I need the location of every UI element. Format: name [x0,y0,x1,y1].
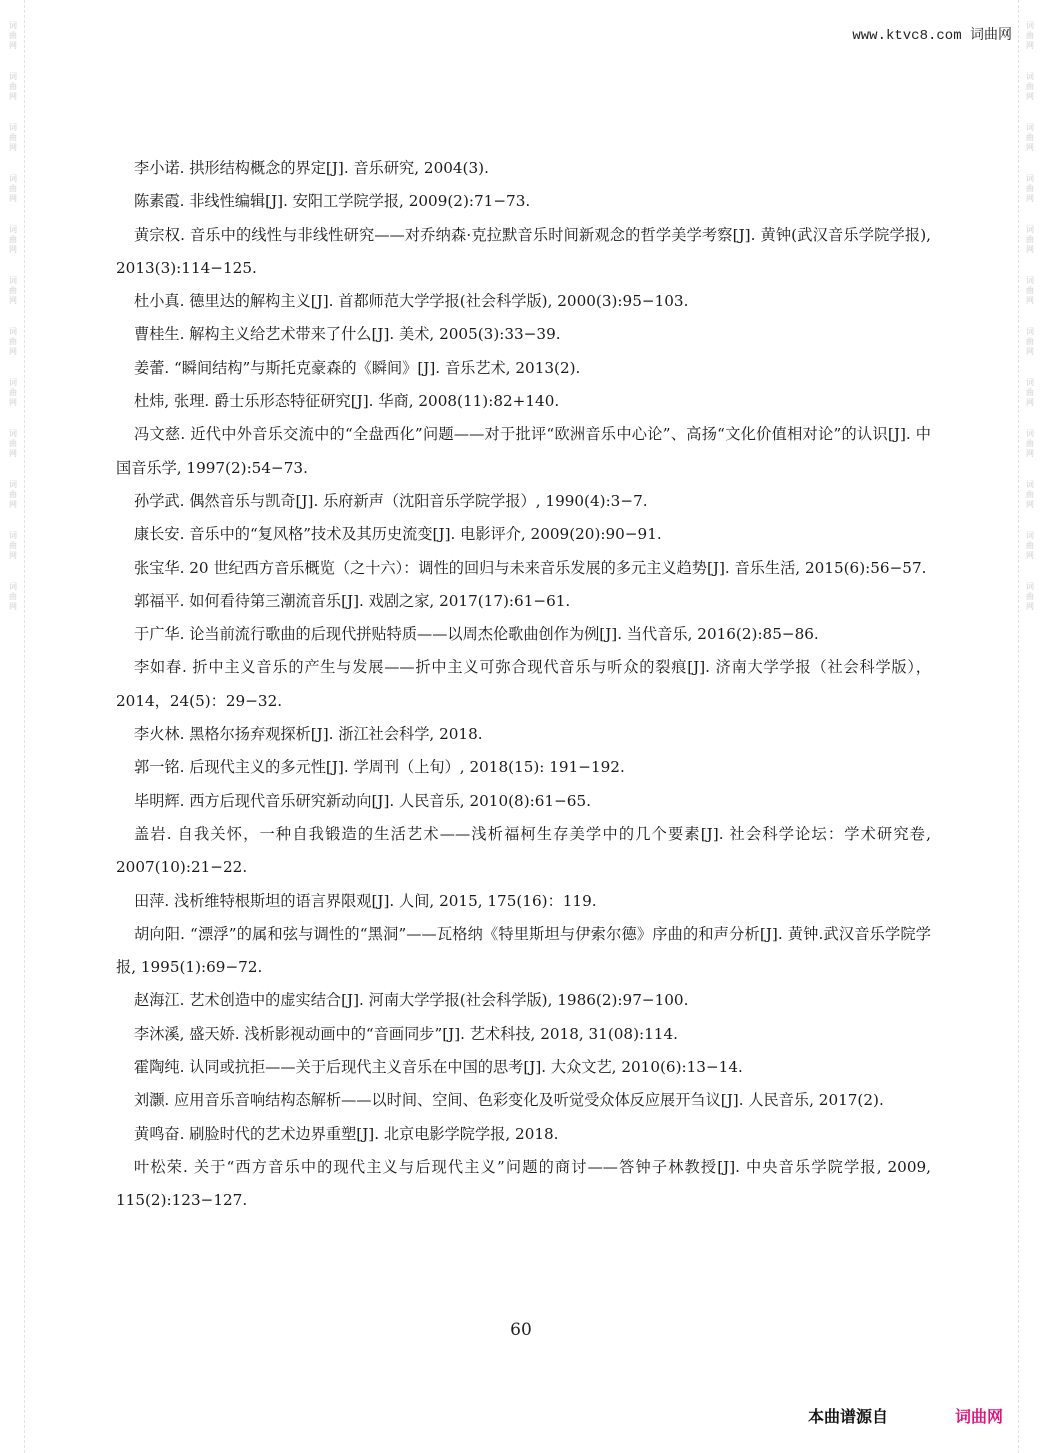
left-watermark-strip [2,0,25,1453]
reference-item: 赵海江. 艺术创造中的虚实结合[J]. 河南大学学报(社会科学版), 1986(2):97−100. [134,991,689,1010]
watermark-mark: 词曲网 [9,123,17,152]
reference-item: 黄鸣奋. 刷脸时代的艺术边界重塑[J]. 北京电影学院学报, 2018. [134,1124,559,1143]
reference-item: 盖岩. 自我关怀，一种自我锻造的生活艺术——浅析福柯生存美学中的几个要素[J]. 社会科学论坛：学术研究卷, 2007(10):21−22. [116,824,931,877]
reference-item: 霍陶纯. 认同或抗拒——关于后现代主义音乐在中国的思考[J]. 大众文艺, 2010(6):13−14. [134,1058,743,1077]
reference-item: 曹桂生. 解构主义给艺术带来了什么[J]. 美术, 2005(3):33−39. [134,325,561,344]
watermark-mark: 词曲网 [1026,429,1034,458]
reference-item: 田萍. 浅析维特根斯坦的语言界限观[J]. 人间, 2015, 175(16)：119. [134,891,597,910]
reference-item: 叶松荣. 关于“西方音乐中的现代主义与后现代主义”问题的商讨——答钟子林教授[J]. 中央音乐学院学报, 2009, 115(2):123−127. [116,1157,931,1210]
watermark-mark: 词曲网 [9,531,17,560]
watermark-mark: 词曲网 [9,72,17,101]
watermark-mark: 词曲网 [9,327,17,356]
watermark-mark: 词曲网 [1026,378,1034,407]
reference-item: 郭一铭. 后现代主义的多元性[J]. 学周刊（上旬）, 2018(15): 191−192. [134,758,625,777]
reference-item: 毕明辉. 西方后现代音乐研究新动向[J]. 人民音乐, 2010(8):61−65. [134,791,591,810]
watermark-mark: 词曲网 [9,276,17,305]
reference-item: 李小诺. 拱形结构概念的界定[J]. 音乐研究, 2004(3). [134,159,489,177]
reference-item: 康长安. 音乐中的“复风格”技术及其历史流变[J]. 电影评介, 2009(20):90−91. [134,525,662,544]
right-watermark-strip [1018,0,1041,1453]
reference-item: 李火林. 黑格尔扬弃观探析[J]. 浙江社会科学, 2018. [134,725,483,744]
reference-item: 于广华. 论当前流行歌曲的后现代拼贴特质——以周杰伦歌曲创作为例[J]. 当代音乐, 2016(2):85−86. [134,625,819,644]
watermark-mark: 词曲网 [9,480,17,509]
footer-source-label: 本曲谱源自 [808,1407,889,1426]
site-header[interactable]: www.ktvc8.com 词曲网 [852,28,1012,44]
watermark-mark: 词曲网 [9,429,17,458]
reference-item: 杜小真. 德里达的解构主义[J]. 首都师范大学学报(社会科学版), 2000(3):95−103. [134,292,689,311]
reference-item: 黄宗权. 音乐中的线性与非线性研究——对乔纳森·克拉默音乐时间新观念的哲学美学考察[J]. 黄钟(武汉音乐学院学报), 2013(3):114−125. [116,225,931,277]
watermark-mark: 词曲网 [1026,225,1034,254]
watermark-mark: 词曲网 [9,378,17,407]
watermark-mark: 词曲网 [9,21,17,50]
reference-item: 陈素霞. 非线性编辑[J]. 安阳工学院学报, 2009(2):71−73. [134,192,531,211]
page-number: 60 [510,1320,532,1340]
reference-item: 张宝华. 20 世纪西方音乐概览（之十六）：调性的回归与未来音乐发展的多元主义趋势[J]. 音乐生活, 2015(6):56−57. [134,558,927,577]
reference-item: 李如春. 折中主义音乐的产生与发展——折中主义可弥合现代音乐与听众的裂痕[J]. 济南大学学报（社会科学版），2014，24(5)：29−32. [116,658,931,710]
watermark-mark: 词曲网 [1026,72,1034,101]
reference-item: 刘灏. 应用音乐音响结构态解析——以时间、空间、色彩变化及听觉受众体反应展开刍议[J]. 人民音乐, 2017(2). [134,1091,884,1110]
watermark-mark: 词曲网 [1026,123,1034,152]
watermark-mark: 词曲网 [1026,327,1034,356]
reference-item: 杜炜, 张理. 爵士乐形态特征研究[J]. 华商, 2008(11):82+140. [134,392,560,411]
reference-item: 孙学武. 偶然音乐与凯奇[J]. 乐府新声（沈阳音乐学院学报）, 1990(4):3−7. [134,491,648,510]
watermark-mark: 词曲网 [1026,582,1034,611]
watermark-mark: 词曲网 [1026,174,1034,203]
reference-item: 李沐溪, 盛天娇. 浅析影视动画中的“音画同步”[J]. 艺术科技, 2018, 31(08):114. [134,1024,678,1043]
watermark-mark: 词曲网 [1026,21,1034,50]
reference-list [116,152,931,1218]
watermark-mark: 词曲网 [9,225,17,254]
reference-item: 胡向阳. “漂浮”的属和弦与调性的“黑洞”——瓦格纳《特里斯坦与伊索尔德》序曲的和声分析[J]. 黄钟.武汉音乐学院学报, 1995(1):69−72. [116,924,931,977]
footer-brand-link[interactable]: 词曲网 [955,1407,1004,1426]
watermark-mark: 词曲网 [9,582,17,611]
reference-item: 郭福平. 如何看待第三潮流音乐[J]. 戏剧之家, 2017(17):61−61. [134,591,571,610]
reference-item: 姜蕾. “瞬间结构”与斯托克豪森的《瞬间》[J]. 音乐艺术, 2013(2). [134,358,581,377]
watermark-mark: 词曲网 [1026,531,1034,560]
watermark-mark: 词曲网 [9,174,17,203]
watermark-mark: 词曲网 [1026,480,1034,509]
reference-item: 冯文慈. 近代中外音乐交流中的“全盘西化”问题——对于批评“欧洲音乐中心论”、高扬“文化价值相对论”的认识[J]. 中国音乐学, 1997(2):54−73. [116,425,931,477]
watermark-mark: 词曲网 [1026,276,1034,305]
